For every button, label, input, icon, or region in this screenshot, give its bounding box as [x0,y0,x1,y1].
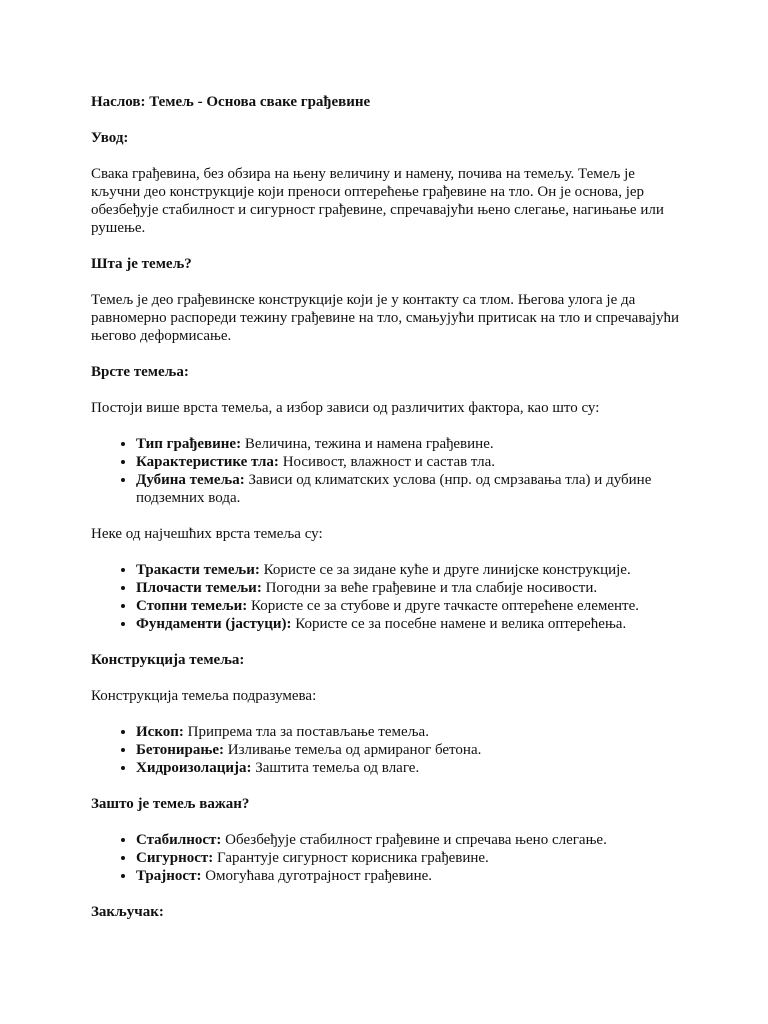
list-item-text: Припрема тла за постављање темеља. [183,724,429,740]
list-item [136,597,681,615]
construction-intro: Конструкција темеља подразумева: [91,688,317,704]
importance-list [91,831,681,885]
list-item [136,831,681,849]
list-item [136,723,681,741]
list-item-term: Сигурност: [136,850,214,866]
list-item-text: Носивост, влажност и састав тла. [278,454,496,470]
foundation-types-heading: Врсте темеља: [91,364,189,380]
construction-heading: Конструкција темеља: [91,652,245,668]
list-item-term: Карактеристике тла: [136,454,279,470]
list-item-term: Стабилност: [136,832,222,848]
list-item-term: Плочасти темељи: [136,580,262,596]
importance-heading: Зашто је темељ важан? [91,796,250,812]
conclusion-heading: Закључак: [91,904,164,920]
document-page [91,93,681,921]
list-item-term: Трајност: [136,868,202,884]
list-item-text: Користе се за стубове и друге тачкасте оптерећене елементе. [247,598,639,614]
list-item-text: Зависи од климатских услова (нпр. од смрзавања тла) и дубине подземних вода. [136,472,652,506]
common-types-intro: Неке од најчешћих врста темеља су: [91,526,323,542]
list-item-text: Погодни за веће грађевине и тла слабије носивости. [261,580,598,596]
common-types-list [91,561,681,633]
list-item [136,579,681,597]
list-item-text: Изливање темеља од армираног бетона. [223,742,482,758]
list-item-term: Тип грађевине: [136,436,242,452]
list-item [136,867,681,885]
list-item [136,435,681,453]
list-item-text: Омогућава дуготрајност грађевине. [201,868,433,884]
list-item [136,453,681,471]
what-is-foundation-paragraph: Темељ је део грађевинске конструкције који је у контакту са тлом. Његова улога је да равномерно распореди тежину грађевине на тло, смањујући притисак на тло и спречавајући његово деформисање. [91,292,680,344]
list-item [136,741,681,759]
list-item-term: Тракасти темељи: [136,562,260,578]
document-title: Наслов: Темељ - Основа сваке грађевине [91,94,371,110]
list-item [136,615,681,633]
list-item-term: Бетонирање: [136,742,224,758]
list-item-term: Дубина темеља: [136,472,245,488]
list-item [136,471,681,507]
list-item [136,561,681,579]
list-item [136,849,681,867]
list-item-term: Фундаменти (јастуци): [136,616,292,632]
list-item-text: Гарантује сигурност корисника грађевине. [213,850,489,866]
list-item-term: Хидроизолација: [136,760,252,776]
intro-heading: Увод: [91,130,129,146]
list-item-term: Ископ: [136,724,184,740]
list-item-text: Заштита темеља од влаге. [251,760,420,776]
list-item-text: Обезбеђује стабилност грађевине и спречава њено слегање. [221,832,607,848]
list-item-text: Користе се за зидане куће и друге линијске конструкције. [259,562,631,578]
construction-steps-list [91,723,681,777]
list-item-term: Стопни темељи: [136,598,248,614]
what-is-foundation-heading: Шта је темељ? [91,256,192,272]
intro-paragraph: Свака грађевина, без обзира на њену величину и намену, почива на темељу. Темељ је кључни део конструкције који преноси оптерећење грађевине на тло. Он је основа, јер обезбеђује стабилност и сигурност грађевине, спречавајући њено слегање, нагињање или рушење. [91,166,664,236]
list-item-text: Користе се за посебне намене и велика оптерећења. [291,616,627,632]
list-item-text: Величина, тежина и намена грађевине. [241,436,494,452]
foundation-types-intro: Постоји више врста темеља, а избор зависи од различитих фактора, као што су: [91,400,600,416]
list-item [136,759,681,777]
factors-list [91,435,681,507]
